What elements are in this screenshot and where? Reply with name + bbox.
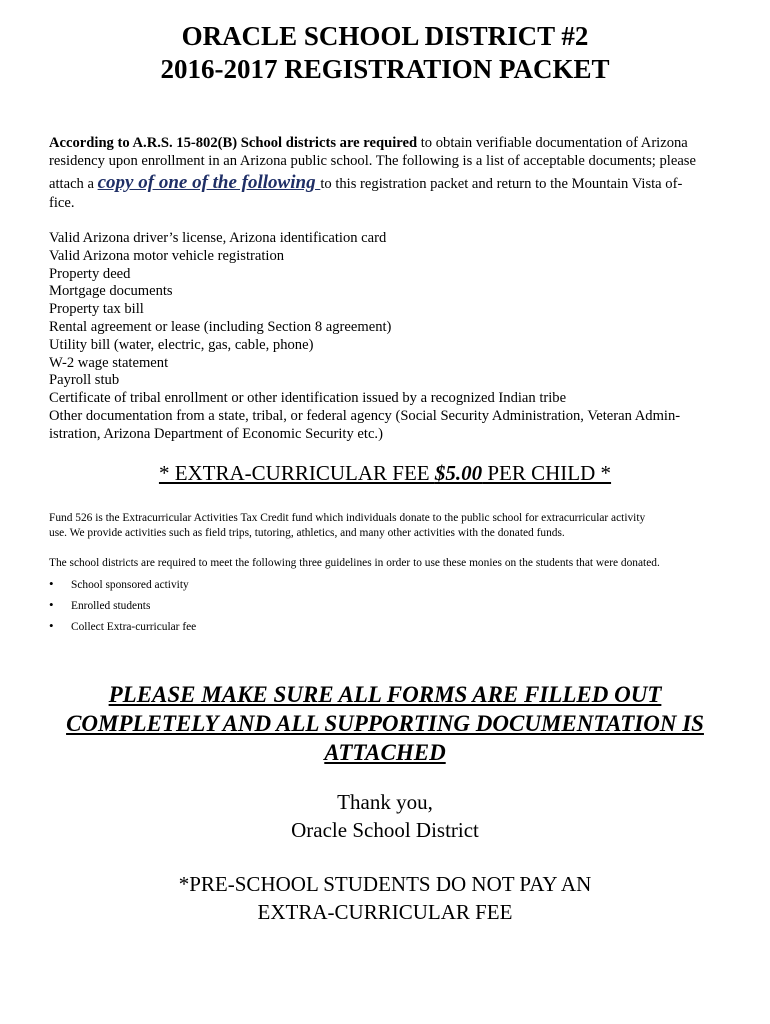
preschool-note: [0, 870, 770, 926]
bullet-icon: •: [49, 618, 54, 633]
fee-amount: $5.00: [434, 461, 483, 485]
fund-526-paragraph: [49, 511, 739, 541]
guideline-item: [49, 616, 196, 637]
guideline-text: Enrolled students: [71, 600, 151, 612]
extracurricular-fee-heading: [0, 460, 770, 486]
document-item: Mortgage documents: [49, 283, 173, 300]
notice-line1: PLEASE MAKE SURE ALL FORMS ARE FILLED OUT: [108, 682, 662, 707]
closing: [0, 788, 770, 844]
document-item: Valid Arizona motor vehicle registration: [49, 247, 285, 264]
intro-line3-pre: attach a: [49, 176, 98, 193]
guideline-text: Collect Extra-curricular fee: [71, 621, 197, 633]
title-district: ORACLE SCHOOL DISTRICT #2: [181, 21, 589, 51]
guidelines-list: [49, 574, 196, 637]
intro-line1-rest: to obtain verifiable documentation of Arizona: [417, 135, 688, 151]
intro-line4: fice.: [49, 194, 75, 211]
bullet-icon: •: [49, 576, 54, 591]
statute-lead: According to A.R.S. 15-802(B) School districts are required: [49, 135, 418, 151]
preschool-line1: *PRE-SCHOOL STUDENTS DO NOT PAY AN: [178, 872, 592, 896]
fund-line2: use. We provide activities such as field trips, tutoring, athletics, and many other activities with the donated funds.: [49, 527, 565, 539]
copy-of-one-link[interactable]: copy of one of the following: [97, 172, 321, 194]
preschool-line2: EXTRA-CURRICULAR FEE: [257, 900, 513, 924]
document-item: Payroll stub: [49, 372, 120, 389]
fund-line1: Fund 526 is the Extracurricular Activities Tax Credit fund which individuals donate to the public school for extracurricular activity: [49, 512, 646, 524]
document-item: Certificate of tribal enrollment or other identification issued by a recognized Indian tribe: [49, 390, 567, 407]
document-item: Other documentation from a state, tribal, or federal agency (Social Security Administration, Veteran Admin-: [49, 407, 681, 424]
document-item: Utility bill (water, electric, gas, cable, phone): [49, 336, 314, 353]
guideline-item: [49, 595, 196, 616]
forms-notice: [0, 680, 770, 767]
document-item: Property deed: [49, 265, 131, 282]
intro-line2: residency upon enrollment in an Arizona public school. The following is a list of acceptable documents; please: [49, 153, 696, 170]
document-item: W-2 wage statement: [49, 354, 169, 371]
document-item: Property tax bill: [49, 301, 144, 318]
document-item: Rental agreement or lease (including Section 8 agreement): [49, 318, 392, 335]
residency-paragraph: [49, 134, 729, 212]
intro-line3-post: to this registration packet and return to the Mountain Vista of-: [320, 176, 683, 193]
bullet-icon: •: [49, 597, 54, 612]
closing-signature: Oracle School District: [291, 818, 479, 842]
notice-line3: ATTACHED: [324, 740, 446, 765]
document-item: istration, Arizona Department of Economic Security etc.): [49, 425, 383, 442]
guidelines-intro: The school districts are required to meet the following three guidelines in order to use these monies on the students that were donated.: [49, 557, 660, 569]
guideline-item: [49, 574, 196, 595]
guideline-text: School sponsored activity: [71, 579, 189, 591]
fee-pre: * EXTRA-CURRICULAR FEE: [158, 461, 435, 485]
fee-post: PER CHILD *: [482, 461, 612, 485]
document-item: Valid Arizona driver’s license, Arizona identification card: [49, 230, 387, 246]
notice-line2: COMPLETELY AND ALL SUPPORTING DOCUMENTATION IS: [66, 711, 704, 736]
acceptable-documents-list: [49, 230, 729, 444]
closing-thanks: Thank you,: [337, 790, 433, 814]
title-packet: 2016-2017 REGISTRATION PACKET: [160, 54, 610, 84]
document-title: [0, 20, 770, 86]
